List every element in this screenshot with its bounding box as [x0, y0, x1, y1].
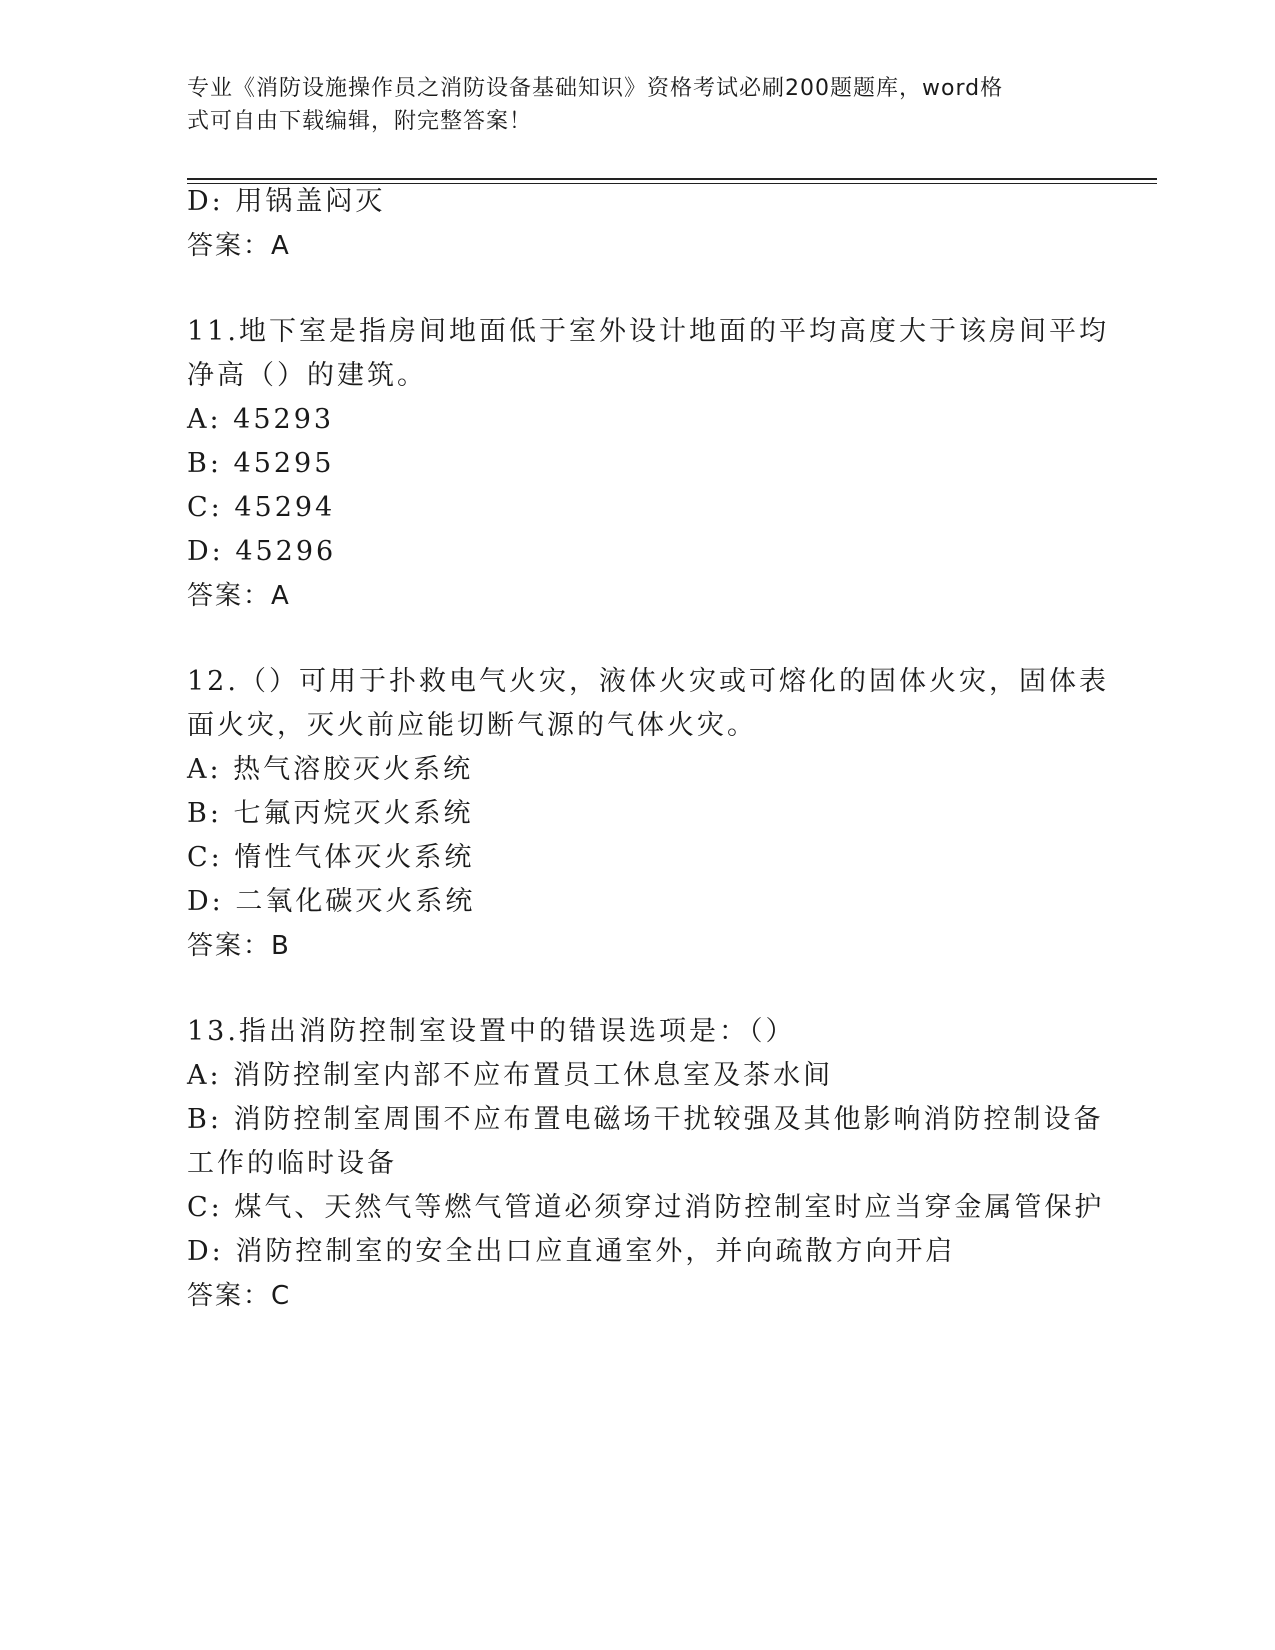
q11-option-c: C: 45294: [187, 492, 336, 523]
q11-option-a: A: 45293: [187, 404, 335, 435]
q11-option-d: D: 45296: [187, 536, 337, 567]
q11-answer: 答案：A: [187, 581, 291, 611]
q13-answer: 答案：C: [187, 1281, 292, 1311]
q12-option-b: B: 七氟丙烷灭火系统: [187, 798, 474, 829]
q12-answer: 答案：B: [187, 931, 291, 961]
document-header: [187, 72, 1087, 138]
prev-answer: 答案：A: [187, 231, 291, 261]
q11-stem-line-2: 净高（）的建筑。: [187, 360, 427, 391]
q13-option-a: A: 消防控制室内部不应布置员工休息室及茶水间: [187, 1060, 834, 1091]
header-line-1: 专业《消防设施操作员之消防设备基础知识》资格考试必刷200题题库，word格: [187, 76, 1004, 101]
header-divider-thick: [187, 178, 1157, 180]
q13-option-d: D: 消防控制室的安全出口应直通室外，并向疏散方向开启: [187, 1236, 956, 1267]
q11-stem-line-1: 11.地下室是指房间地面低于室外设计地面的平均高度大于该房间平均: [187, 316, 1109, 347]
q12-stem-line-2: 面火灾，灭火前应能切断气源的气体火灾。: [187, 710, 757, 741]
q12-option-d: D: 二氧化碳灭火系统: [187, 886, 476, 917]
q13-option-b-line-1: B: 消防控制室周围不应布置电磁场干扰较强及其他影响消防控制设备: [187, 1104, 1104, 1135]
prev-option-d: D: 用锅盖闷灭: [187, 186, 386, 217]
q12-option-c: C: 惰性气体灭火系统: [187, 842, 475, 873]
header-line-2: 式可自由下载编辑，附完整答案！: [187, 109, 533, 134]
q12-stem-line-1: 12.（）可用于扑救电气火灾，液体火灾或可熔化的固体火灾，固体表: [187, 666, 1109, 697]
q11-option-b: B: 45295: [187, 448, 335, 479]
q13-option-b-line-2: 工作的临时设备: [187, 1148, 397, 1179]
q13-option-c: C: 煤气、天然气等燃气管道必须穿过消防控制室时应当穿金属管保护: [187, 1192, 1105, 1223]
q12-option-a: A: 热气溶胶灭火系统: [187, 754, 474, 785]
q13-stem: 13.指出消防控制室设置中的错误选项是：（）: [187, 1016, 796, 1047]
